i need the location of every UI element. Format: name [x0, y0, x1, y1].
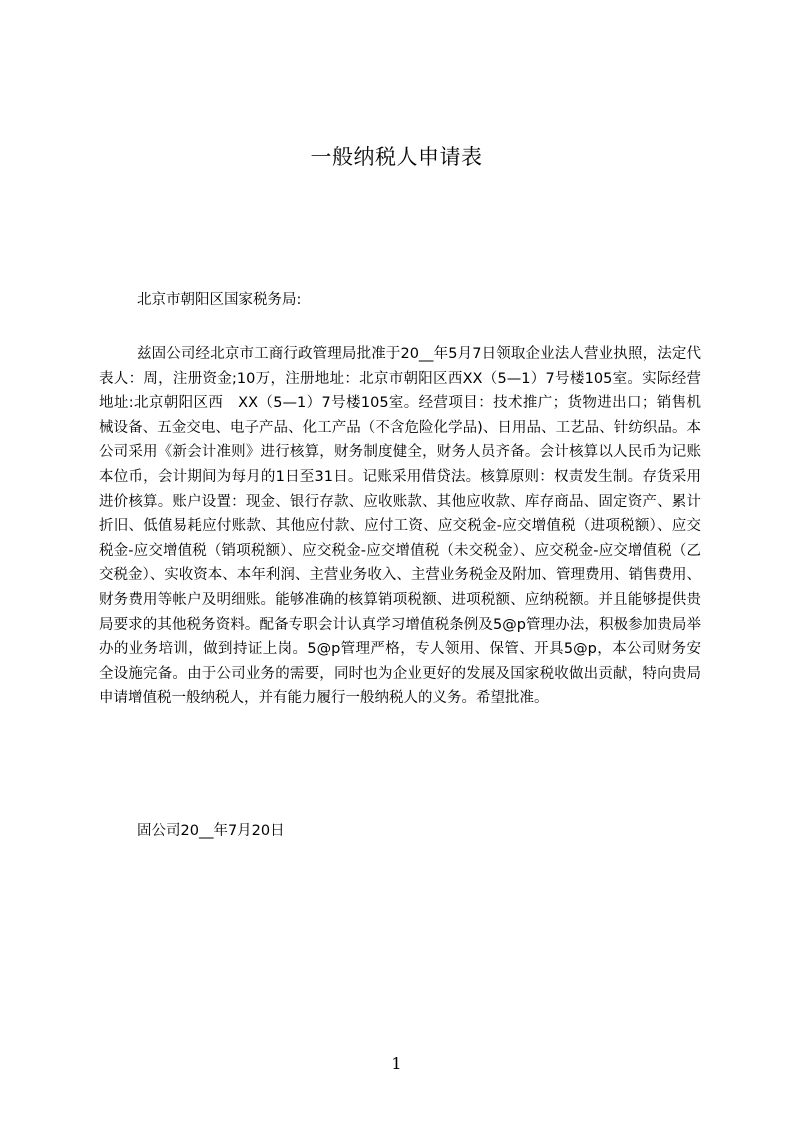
salutation: 北京市朝阳区国家税务局: [137, 292, 302, 308]
document-title: 一般纳税人申请表 [310, 145, 483, 169]
page-number: 1 [391, 1054, 402, 1073]
closing-signature-date: 固公司20__年7月20日 [137, 823, 285, 839]
body-paragraph: 兹固公司经北京市工商行政管理局批准于20__年5月7日领取企业法人营业执照，法定代表人：周，注册资金;10万，注册地址：北京市朝阳区西XX（5—1）7号楼105室。实际经营地址:北京朝阳区西 XX（5—1）7号楼105室。经营项目：技术推广；货物进出口；销售机械设备、五金交电、电子产品、化工产品（不含危险化学品)、日用品、工艺品、针纺织品。本公司采用《新会计准则》进行核算，财务制度健全，财务人员齐备。会计核算以人民币为记账本位币，会计期间为每月的1日至31日。记账采用借贷法。核算原则：权责发生制。存货采用进价核算。账户设置：现金、银行存款、应收账款、其他应收款、库存商品、固定资产、累计折旧、低值易耗应付账款、其他应付款、应付工资、应交税金-应交增值税（进项税额）、应交税金-应交增值税（销项税额）、应交税金-应交增值税（未交税金）、应交税金-应交增值税（乙交税金）、实收资本、本年利润、主营业务收入、主营业务税金及附加、管理费用、销售费用、财务费用等帐户及明细账。能够准确的核算销项税额、进项税额、应纳税额。并且能够提供贵局要求的其他税务资料。配备专职会计认真学习增值税条例及5@p管理办法，积极参加贵局举办的业务培训，做到持证上岗。5@p管理严格，专人领用、保管、开具5@p，本公司财务安全设施完备。由于公司业务的需要，同时也为企业更好的发展及国家税收做出贡献，特向贵局申请增值税一般纳税人，并有能力履行一般纳税人的义务。希望批准。 [99, 346, 701, 707]
